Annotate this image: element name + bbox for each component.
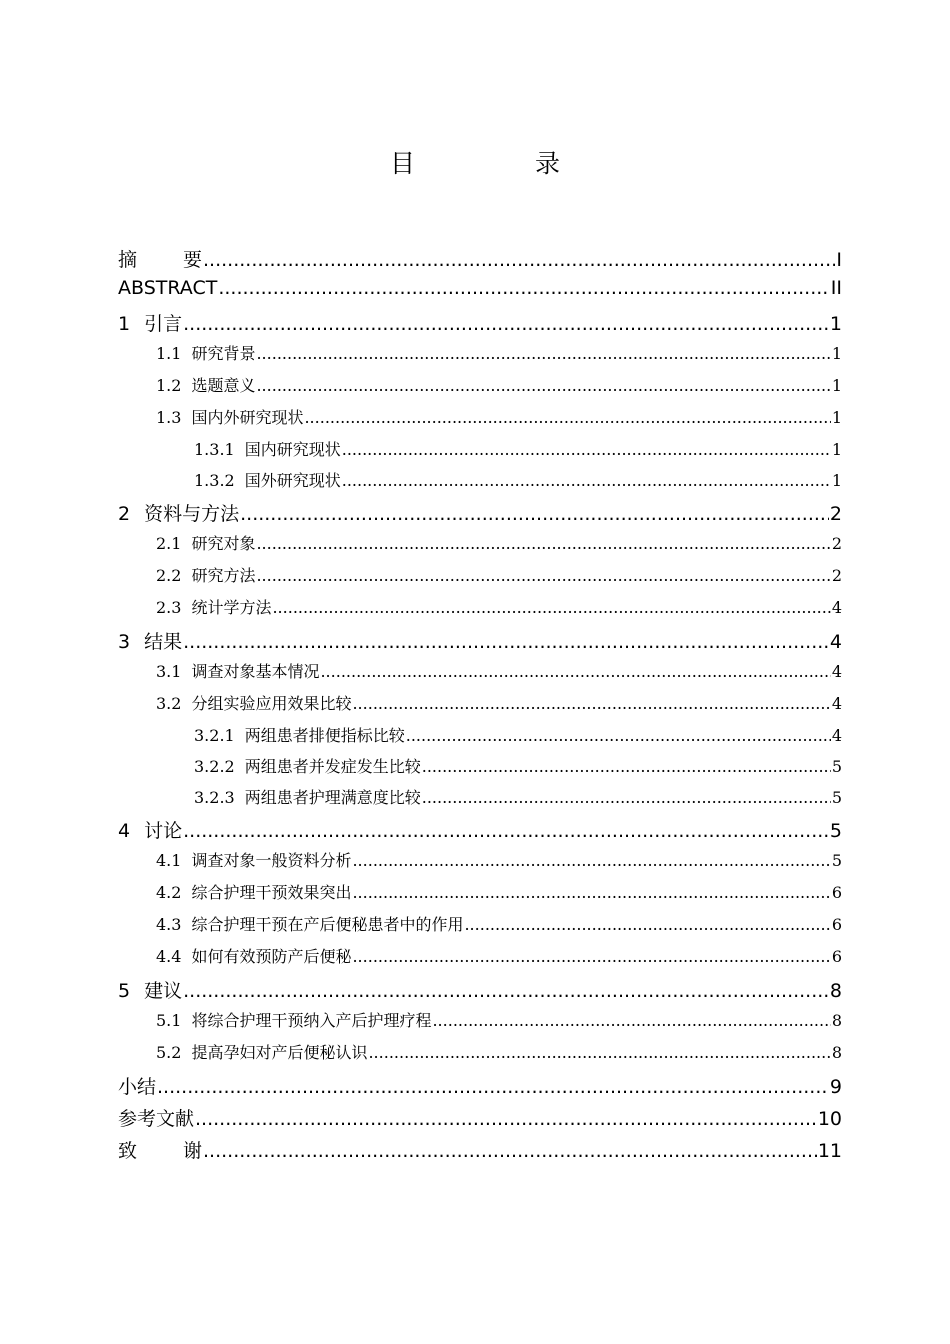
toc-dot-leader <box>256 534 830 553</box>
toc-entry-number: 3 <box>118 631 131 653</box>
page-title: 目 录 <box>390 149 616 178</box>
toc-entry-number: 1.1 <box>156 344 182 363</box>
toc-dot-leader <box>464 915 830 934</box>
toc-dot-leader <box>183 631 829 653</box>
toc-entry-number: 3.2.3 <box>194 788 235 807</box>
toc-entry-title: 小结 <box>118 1076 157 1098</box>
toc-entry[interactable] <box>118 277 842 309</box>
toc-entry[interactable] <box>118 880 842 912</box>
toc-entry-page: 9 <box>829 1076 842 1098</box>
toc-dot-leader <box>183 820 829 842</box>
toc-entry-title: 两组患者并发症发生比较 <box>244 757 421 776</box>
toc-entry[interactable] <box>118 499 842 531</box>
toc-entry[interactable] <box>118 437 842 468</box>
toc-dot-leader <box>256 376 830 395</box>
toc-dot-leader <box>304 408 830 427</box>
toc-dot-leader <box>272 598 830 617</box>
toc-entry-number: 1 <box>118 313 131 335</box>
toc-entry-title: 国内研究现状 <box>244 440 341 459</box>
toc-entry-page: 2 <box>831 534 842 553</box>
toc-dot-leader <box>342 471 831 490</box>
toc-entry-title: 致谢 <box>118 1140 249 1162</box>
toc-entry-title: 国外研究现状 <box>244 471 341 490</box>
toc-entry-title: 两组患者排便指标比较 <box>244 726 405 745</box>
toc-dot-leader <box>203 1140 817 1162</box>
toc-dot-leader <box>342 440 831 459</box>
toc-entry-page: 4 <box>831 662 842 681</box>
toc-entry-number: 1.3.1 <box>194 440 235 459</box>
toc-dot-leader <box>368 1043 830 1062</box>
toc-entry-page: 6 <box>831 883 842 902</box>
toc-entry-title: 研究背景 <box>191 344 256 363</box>
toc-entry-page: 4 <box>831 694 842 713</box>
toc-dot-leader <box>195 1108 817 1130</box>
toc-entry-page: 4 <box>831 726 842 745</box>
toc-dot-leader <box>218 277 829 299</box>
toc-entry-number: 5 <box>118 980 131 1002</box>
toc-dot-leader <box>406 726 831 745</box>
toc-entry-page: 4 <box>831 598 842 617</box>
toc-entry-title: 研究对象 <box>191 534 256 553</box>
toc-entry-number: 5.2 <box>156 1043 182 1062</box>
toc-entry[interactable] <box>118 245 842 277</box>
toc-entry-page: 5 <box>831 788 842 807</box>
toc-entry-page: 8 <box>831 1011 842 1030</box>
toc-entry-page: 10 <box>817 1108 842 1130</box>
toc-entry[interactable] <box>118 1040 842 1072</box>
toc-entry-number: 4.4 <box>156 947 182 966</box>
toc-entry-title: ABSTRACT <box>118 277 218 299</box>
toc-entry-number: 1.2 <box>156 376 182 395</box>
toc-dot-leader <box>352 694 830 713</box>
toc-entry-page: 1 <box>831 471 842 490</box>
toc-entry-number: 1.3.2 <box>194 471 235 490</box>
toc-dot-leader <box>352 883 830 902</box>
toc-entry-number: 3.2.1 <box>194 726 235 745</box>
toc-entry-title: 调查对象一般资料分析 <box>191 851 352 870</box>
toc-entry-title: 两组患者护理满意度比较 <box>244 788 421 807</box>
toc-entry[interactable] <box>118 848 842 880</box>
toc-dot-leader <box>352 947 830 966</box>
toc-entry-title: 引言 <box>144 313 183 335</box>
toc-dot-leader <box>183 980 829 1002</box>
toc-dot-leader <box>240 503 829 525</box>
toc-entry-page: 5 <box>831 757 842 776</box>
toc-entry-number: 2 <box>118 503 131 525</box>
toc-entry[interactable] <box>118 723 842 754</box>
toc-dot-leader <box>183 313 829 335</box>
toc-entry[interactable] <box>118 1072 842 1104</box>
toc-entry-title: 参考文献 <box>118 1108 195 1130</box>
toc-entry-page: 8 <box>831 1043 842 1062</box>
toc-entry-number: 2.2 <box>156 566 182 585</box>
toc-entry-page: II <box>830 277 842 299</box>
toc-entry-title: 选题意义 <box>191 376 256 395</box>
toc-entry-title: 统计学方法 <box>191 598 272 617</box>
toc-entry-title: 提高孕妇对产后便秘认识 <box>191 1043 368 1062</box>
toc-entry[interactable] <box>118 595 842 627</box>
toc-entry-page: 8 <box>829 980 842 1002</box>
toc-entry-title: 将综合护理干预纳入产后护理疗程 <box>191 1011 432 1030</box>
toc-entry-title: 摘要 <box>118 249 249 271</box>
toc-entry-number: 4.1 <box>156 851 182 870</box>
toc-entry[interactable] <box>118 1008 842 1040</box>
toc-entry[interactable] <box>118 627 842 659</box>
toc-entry[interactable] <box>118 1104 842 1136</box>
toc-entry-page: 1 <box>831 408 842 427</box>
toc-entry-title: 讨论 <box>144 820 183 842</box>
toc-entry-number: 4.3 <box>156 915 182 934</box>
toc-dot-leader <box>320 662 830 681</box>
toc-entry[interactable] <box>118 816 842 848</box>
toc-entry-page: 1 <box>829 313 842 335</box>
toc-entry-number: 2.1 <box>156 534 182 553</box>
toc-entry-title: 研究方法 <box>191 566 256 585</box>
toc-entry[interactable] <box>118 912 842 944</box>
toc-entry-number: 3.2.2 <box>194 757 235 776</box>
toc-entry[interactable] <box>118 691 842 723</box>
toc-entry[interactable] <box>118 531 842 563</box>
toc-entry-page: 11 <box>817 1140 842 1162</box>
toc-entry[interactable] <box>118 659 842 691</box>
toc-entry-number: 3.1 <box>156 662 182 681</box>
toc-dot-leader <box>203 249 835 271</box>
toc-dot-leader <box>352 851 830 870</box>
toc-entry-number: 3.2 <box>156 694 182 713</box>
toc-entry-title: 建议 <box>144 980 183 1002</box>
toc-entry-title: 资料与方法 <box>144 503 240 525</box>
toc-entry-page: 1 <box>831 440 842 459</box>
toc-entry-title: 如何有效预防产后便秘 <box>191 947 352 966</box>
toc-entry-page: I <box>836 249 842 271</box>
toc-entry-page: 4 <box>829 631 842 653</box>
toc-entry-number: 4.2 <box>156 883 182 902</box>
table-of-contents <box>118 245 842 1168</box>
toc-dot-leader <box>256 566 830 585</box>
toc-dot-leader <box>422 788 831 807</box>
toc-entry-page: 5 <box>829 820 842 842</box>
toc-entry-number: 4 <box>118 820 131 842</box>
toc-entry[interactable] <box>118 373 842 405</box>
toc-entry-page: 6 <box>831 915 842 934</box>
toc-entry-title: 国内外研究现状 <box>191 408 304 427</box>
toc-dot-leader <box>256 344 830 363</box>
toc-entry[interactable] <box>118 563 842 595</box>
toc-dot-leader <box>432 1011 830 1030</box>
toc-entry-page: 5 <box>831 851 842 870</box>
toc-entry[interactable] <box>118 1136 842 1168</box>
toc-entry-page: 6 <box>831 947 842 966</box>
toc-entry-title: 结果 <box>144 631 183 653</box>
toc-entry-number: 2.3 <box>156 598 182 617</box>
toc-entry[interactable] <box>118 468 842 499</box>
toc-dot-leader <box>422 757 831 776</box>
toc-entry[interactable] <box>118 309 842 341</box>
toc-dot-leader <box>157 1076 829 1098</box>
toc-entry[interactable] <box>118 405 842 437</box>
toc-entry-number: 1.3 <box>156 408 182 427</box>
toc-entry-page: 1 <box>831 376 842 395</box>
toc-entry-page: 1 <box>831 344 842 363</box>
toc-entry-title: 分组实验应用效果比较 <box>191 694 352 713</box>
toc-entry[interactable] <box>118 754 842 785</box>
toc-entry-page: 2 <box>831 566 842 585</box>
toc-entry[interactable] <box>118 341 842 373</box>
toc-entry-title: 调查对象基本情况 <box>191 662 320 681</box>
toc-entry-title: 综合护理干预效果突出 <box>191 883 352 902</box>
toc-entry-title: 综合护理干预在产后便秘患者中的作用 <box>191 915 464 934</box>
toc-entry[interactable] <box>118 785 842 816</box>
toc-entry[interactable] <box>118 944 842 976</box>
toc-entry-page: 2 <box>829 503 842 525</box>
toc-entry-number: 5.1 <box>156 1011 182 1030</box>
toc-entry[interactable] <box>118 976 842 1008</box>
